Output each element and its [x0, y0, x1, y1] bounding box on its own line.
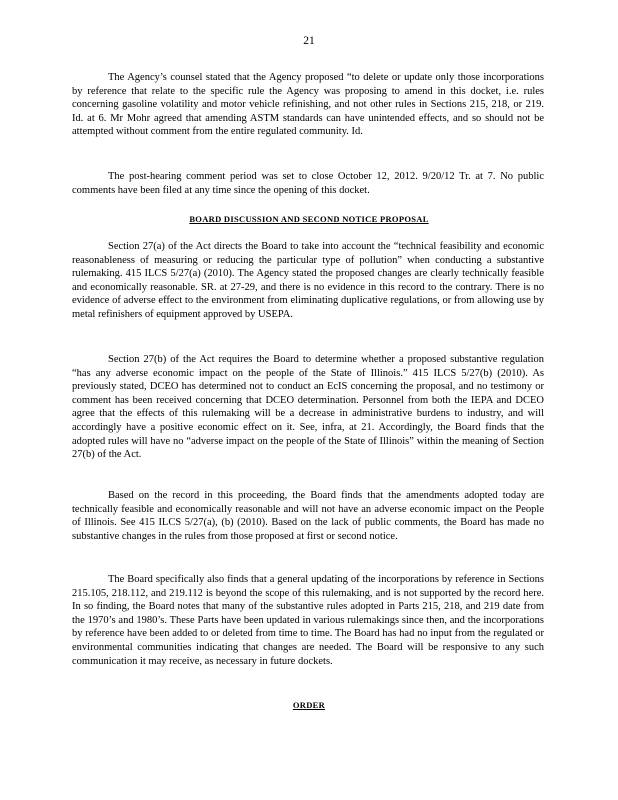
heading-order: [0, 700, 618, 710]
paragraph-section-27a: Section 27(a) of the Act directs the Board to take into account the “technical feasibility and economic reasonableness of measuring or reducing the particular type of pollution” when conducting a substantive rulemaking. 415 ILCS 5/27(a) (2010). The Agency stated the proposed changes are clearly technically feasible and economically reasonable. SR. at 27-29, and there is no evidence in this record to the contrary. There is no evidence of adverse effect to the environment from eliminating duplicative regulations, or from allowing use by metal refinishers of equipment approved by USEPA.: [72, 241, 544, 320]
paragraph-board-findings: Based on the record in this proceeding, the Board finds that the amendments adopted today are technically feasible and economically reasonable and will not have an adverse economic impact on the People of Illinois. See 415 ILCS 5/27(a), (b) (2010). Based on the lack of public comments, the Board has made no substantive changes in the rules from those proposed at first or second notice.: [72, 490, 544, 542]
heading-board-discussion: [0, 214, 618, 224]
page-number: 21: [303, 35, 315, 47]
paragraph-comment-period: The post-hearing comment period was set to close October 12, 2012. 9/20/12 Tr. at 7. No public comments have been filed at any time since the opening of this docket.: [72, 171, 544, 196]
heading-order-text: ORDER: [292, 700, 326, 710]
paragraph-section-27b: Section 27(b) of the Act requires the Board to determine whether a proposed substantive regulation “has any adverse economic impact on the people of the State of Illinois.” 415 ILCS 5/27(b) (2010). As previously stated, DCEO has determined not to conduct an EcIS concerning the proposal, and no testimony or comment has been received concerning that DCEO determination. Personnel from both the IEPA and DCEO agree that the effects of this rulemaking will be a decrease in administrative burdens to industry, and will accordingly have a positive economic effect on it. See, infra, at 21. Accordingly, the Board finds that the adopted rules will have no “adverse impact on the people of the State of Illinois” within the meaning of Section 27(b) of the Act.: [72, 354, 544, 461]
paragraph-incorporations: The Board specifically also finds that a general updating of the incorporations by reference in Sections 215.105, 218.112, and 219.112 is beyond the scope of this rulemaking, and is not supported by the record here. In so finding, the Board notes that many of the substantive rules adopted in Parts 215, 218, and 219 date from the 1970’s and 1980’s. These Parts have been updated in various rulemakings since then, and the incorporations by reference have been added to or deleted from time to time. The Board has had no input from the regulated or environmental communities indicating that changes are needed. The Board will be responsive to any such communication it may receive, as necessary in future dockets.: [72, 574, 544, 667]
paragraph-agency-counsel: The Agency’s counsel stated that the Agency proposed “to delete or update only those incorporations by reference that relate to the specific rule the Agency was proposing to amend in this docket, i.e. rules concerning gasoline volatility and motor vehicle refinishing, and not other rules in Sections 215, 218, or 219. Id. at 6. Mr Mohr agreed that amending ASTM standards can have unintended effects, and so should not be attempted without comment from the entire regulated community. Id.: [72, 72, 544, 138]
heading-board-discussion-text: BOARD DISCUSSION AND SECOND NOTICE PROPOSAL: [189, 214, 429, 224]
